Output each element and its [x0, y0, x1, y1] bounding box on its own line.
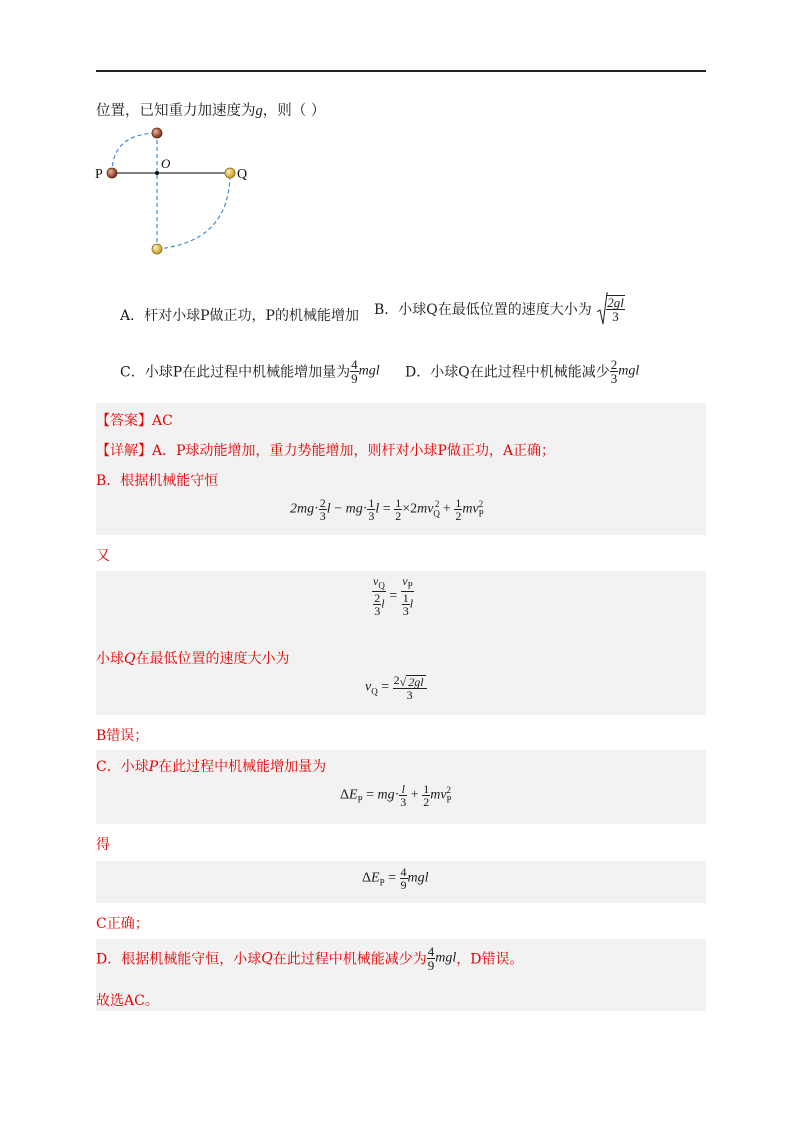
arc-p-path — [112, 133, 157, 173]
equation-velocity-ratio: $v_Q$ $\frac{2}{3}$ l = $v_P$ $\frac{1}{3}$ l — [373, 574, 414, 619]
ball-q-final — [152, 244, 162, 254]
stem-text: 位置，已知重力加速度为 — [96, 103, 256, 119]
choice-b-text: B．小球Q在最低位置的速度大小为 — [374, 302, 592, 318]
equation-speed-q: $v_Q$ = $\frac{2√ 2gl}{3}$ — [365, 674, 427, 701]
stem-variable: g — [255, 103, 263, 119]
choice-c-math: mgl — [358, 363, 380, 379]
choice-d-fraction: $\frac{2}{3}$ — [610, 357, 618, 386]
question-stem — [96, 99, 325, 120]
label-q: Q — [237, 167, 248, 182]
b-intro: B．根据机械能守恒 — [96, 473, 219, 489]
ball-p — [107, 168, 117, 178]
final-answer: 故选AC。 — [96, 993, 159, 1009]
choice-c-text: C．小球P在此过程中机械能增加量为 — [120, 364, 351, 381]
ball-q — [225, 168, 235, 178]
choice-d-text: D．小球Q在此过程中机械能减少 — [405, 364, 610, 381]
equation-energy-conservation: 2mg· $\frac{2}{3}$ l − mg· $\frac{1}{3}$ l = $\frac{1}{2}$ $\times 2mv_Q^2$ + $\frac{1}{2}$ $mv_P^2$ — [290, 496, 484, 523]
choice-d — [405, 358, 639, 385]
c-right: C正确； — [96, 916, 149, 932]
detail-label: 【详解】 — [96, 443, 152, 459]
detail-a-text: A．P球动能增加，重力势能增加，则杆对小球P做正功，A正确； — [152, 443, 556, 459]
label-p: P — [95, 167, 103, 182]
equation-delta-ep: $\Delta E_P = mg\cdot$ $\frac{l}{3}$ + $\frac{1}{2}$ $mv_P^2$ — [340, 782, 452, 809]
you-text: 又 — [96, 548, 110, 564]
d-explanation: D．根据机械能守恒，小球Q在此过程中机械能减少为 $\frac{4}{9}$ mgl，D错误。 — [96, 944, 524, 973]
answer-label: 【答案】AC — [96, 413, 173, 429]
stem-tail: ，则（ ） — [262, 103, 326, 119]
choice-a — [120, 305, 359, 325]
detail-a — [96, 440, 555, 460]
arc-q-path — [157, 173, 230, 249]
choice-a-text: A．杆对小球P做正功，P的机械能增加 — [120, 308, 359, 324]
header-rule — [96, 70, 706, 72]
equation-delta-ep-result: $\Delta E_P$ = $\frac{4}{9}$ mgl — [362, 865, 429, 892]
choice-c — [120, 358, 380, 385]
rod-diagram — [90, 120, 260, 260]
choice-c-fraction: $\frac{4}{9}$ — [351, 357, 358, 386]
choice-d-math: mgl — [618, 363, 640, 379]
ball-p-final — [152, 128, 162, 138]
choice-b-fraction: $\frac{2gl}{3}$ — [607, 295, 624, 324]
d-fraction: $\frac{4}{9}$ — [427, 944, 435, 973]
pivot-dot — [155, 171, 159, 175]
choice-b — [374, 292, 625, 326]
b-wrong: B错误； — [96, 728, 149, 744]
label-o: O — [161, 156, 171, 171]
de-text: 得 — [96, 837, 110, 853]
speed-intro: 小球Q在最低位置的速度大小为 — [96, 651, 290, 667]
c-intro: C．小球P在此过程中机械能增加量为 — [96, 759, 327, 775]
